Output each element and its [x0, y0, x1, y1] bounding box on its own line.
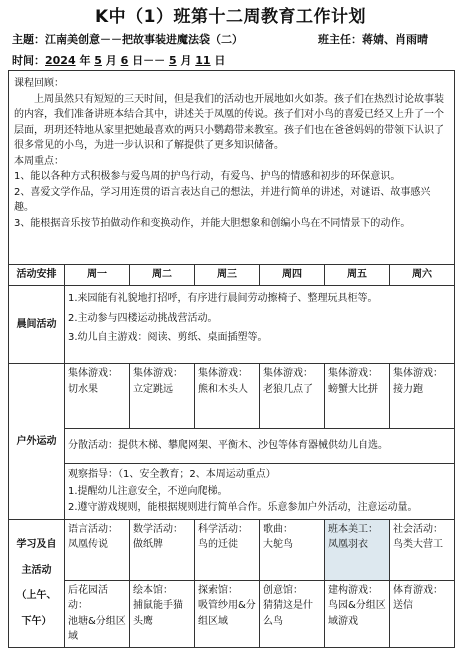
- outdoor-game-wed: 集体游戏： 熊和木头人: [195, 364, 260, 429]
- observation-title: 观察指导：（1、安全教育；2、本周运动重点）: [68, 469, 276, 480]
- column-header: 周一: [65, 265, 130, 286]
- learning-thu-1: 歌曲： 大鸵鸟: [260, 519, 325, 580]
- learning-mon-2: 后花园活动： 池塘&分组区域: [65, 580, 130, 647]
- theme-label: 主题：: [12, 33, 45, 46]
- goal-item: 2、喜爱文学作品，学习用连贯的语言表达自己的想法，并进行简单的讲述，对谜语、故事感兴趣。: [14, 186, 431, 213]
- end-month: 5: [168, 54, 177, 67]
- outdoor-game-sat: 集体游戏： 接力跑: [390, 364, 455, 429]
- theme-value: 江南美创意－－把故事装进魔法袋（二）: [45, 33, 243, 46]
- column-header: 活动安排: [9, 265, 65, 286]
- review-heading: 课程回顾：: [14, 78, 64, 89]
- morning-item: 2.主动参与四楼运动挑战营活动。: [68, 312, 218, 324]
- time-line: 时间：2024 年 5 月 6 日－－ 5 月 11 日: [12, 54, 226, 67]
- review-paragraph: 上周虽然只有短短的三天时间，但是我们的活动也开展地如火如荼。孩子们在热烈讨论故事装的内容，我们准备讲班本结合其中，讲述关于凤凰的传说。孩子们对小鸟的喜爱已经又上升了一个层面，玥玥还特地从家里把她最喜欢的两只小鹦鹉带来教室。孩子们也在爸爸妈妈的带领下认识了很多常见的小鸟，为进一步认识和了解提供了更多知识储备。: [14, 93, 444, 151]
- column-header: 周四: [260, 265, 325, 286]
- learning-thu-2: 创意馆： 猜猜这是什么鸟: [260, 580, 325, 647]
- column-header: 周六: [390, 265, 455, 286]
- teacher-label: 班主任：: [318, 33, 362, 46]
- outdoor-game-thu: 集体游戏： 老狼几点了: [260, 364, 325, 429]
- learning-mon-1: 语言活动： 凤凰传说: [65, 519, 130, 580]
- column-header: 周三: [195, 265, 260, 286]
- plan-table: [8, 70, 455, 648]
- learning-sat-2: 体育游戏： 送信: [390, 580, 455, 647]
- row-label-outdoor: 户外运动: [9, 364, 65, 520]
- morning-item: 1.来园能有礼貌地打招呼，有序进行晨间劳动擦椅子、整理玩具柜等。: [68, 293, 378, 304]
- time-label: 时间：: [12, 54, 45, 67]
- start-month: 5: [94, 54, 102, 67]
- teacher-names: 蒋婧、肖雨晴: [362, 33, 428, 46]
- theme-line: [12, 31, 457, 47]
- column-header: 周五: [325, 265, 390, 286]
- learning-wed-1: 科学活动： 鸟的迁徙: [195, 519, 260, 580]
- start-day: 6: [120, 54, 129, 67]
- learning-wed-2: 探索馆： 吸管纱用&分组区域: [195, 580, 260, 647]
- learning-tue-2: 绘本馆： 捕鼠能手猫头鹰: [130, 580, 195, 647]
- observation-guidance: [65, 464, 455, 520]
- course-review: [9, 71, 455, 265]
- year: 2024: [45, 54, 76, 67]
- outdoor-game-mon: 集体游戏： 切水果: [65, 364, 130, 429]
- end-day: 11: [195, 54, 211, 67]
- column-header-row: [9, 265, 455, 286]
- column-header: 周二: [130, 265, 195, 286]
- row-label-learning: 学习及自 主活动 （上午、 下午）: [9, 519, 65, 647]
- outdoor-game-fri: 集体游戏： 螃蟹大比拼: [325, 364, 390, 429]
- outdoor-game-tue: 集体游戏： 立定跳远: [130, 364, 195, 429]
- row-label-morning: 晨间活动: [9, 286, 65, 364]
- goals-heading: 本周重点：: [14, 155, 64, 167]
- morning-item: 3.幼儿自主游戏：阅读、剪纸、桌面插塑等。: [68, 332, 268, 343]
- observation-item: 1.提醒幼儿注意安全，不逆向爬梯。: [68, 485, 228, 497]
- teacher-info: [318, 31, 428, 47]
- scattered-activity: 分散活动：提供木梯、攀爬网架、平衡木、沙包等体育器械供幼儿自选。: [65, 429, 455, 464]
- learning-fri-1: 班本美工： 凤凰羽衣: [325, 519, 390, 580]
- goal-item: 1、能以各种方式积极参与爱鸟周的护鸟行动，有爱鸟、护鸟的情感和初步的环保意识。: [14, 171, 401, 182]
- learning-tue-1: 数学活动： 做纸牌: [130, 519, 195, 580]
- learning-sat-1: 社会活动： 鸟类大营工: [390, 519, 455, 580]
- learning-fri-2: 建构游戏： 鸟园&分组区域游戏: [325, 580, 390, 647]
- goal-item: 3、能根据音乐按节拍做动作和变换动作，并能大胆想象和创编小鸟在不同情景下的动作。: [14, 217, 411, 229]
- page-title: K中（1）班第十二周教育工作计划: [94, 7, 366, 27]
- morning-activities: [65, 286, 455, 364]
- observation-item: 2.遵守游戏规则，能根据规则进行简单合作。乐意参加户外活动，注意运动量。: [68, 502, 418, 513]
